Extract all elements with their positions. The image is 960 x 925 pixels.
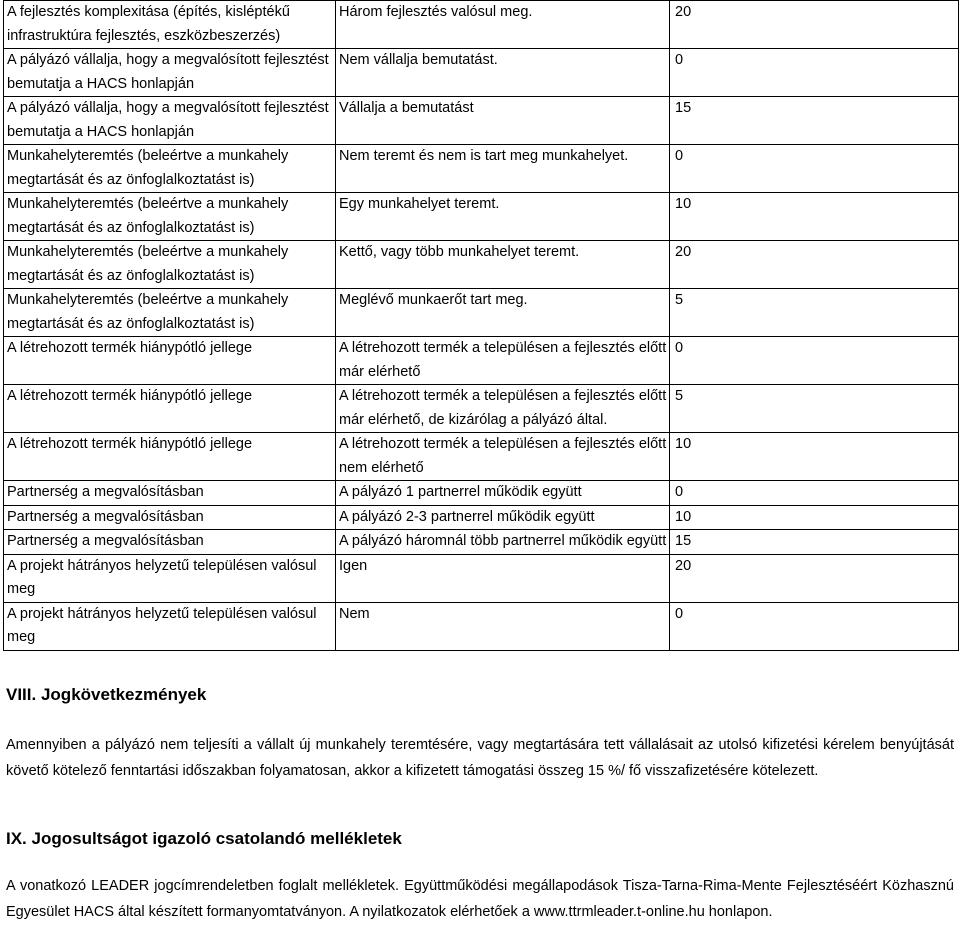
section-8-title: Jogkövetkezmények: [40, 685, 207, 704]
table-row: [4, 1, 959, 49]
criterion-cell: A fejlesztés komplexitása (építés, kisléptékű infrastruktúra fejlesztés, eszközbeszerzés): [4, 1, 336, 49]
points-cell: 0: [670, 481, 959, 506]
points-cell: 10: [670, 505, 959, 530]
table-row: [4, 433, 959, 481]
table-row: [4, 49, 959, 97]
condition-cell: A létrehozott termék a településen a fejlesztés előtt nem elérhető: [336, 433, 670, 481]
condition-cell: Kettő, vagy több munkahelyet teremt.: [336, 241, 670, 289]
criterion-cell: A pályázó vállalja, hogy a megvalósított fejlesztést bemutatja a HACS honlapján: [4, 97, 336, 145]
table-row: [4, 289, 959, 337]
table-row: [4, 241, 959, 289]
criterion-cell: Munkahelyteremtés (beleértve a munkahely megtartását és az önfoglalkoztatást is): [4, 145, 336, 193]
section-9-body: A vonatkozó LEADER jogcímrendeletben foglalt mellékletek. Együttműködési megállapodások Tisza-Tarna-Rima-Mente Fejlesztéséért Közhasznú Egyesület HACS által készített formanyomtatványon. A nyilatkozatok elérhetőek a www.ttrmleader.t-online.hu honlapon.: [6, 878, 954, 920]
points-cell: 20: [670, 1, 959, 49]
criterion-cell: Partnerség a megvalósításban: [4, 530, 336, 555]
condition-cell: Nem teremt és nem is tart meg munkahelyet.: [336, 145, 670, 193]
criterion-cell: Partnerség a megvalósításban: [4, 481, 336, 506]
criterion-cell: A projekt hátrányos helyzetű településen valósul meg: [4, 554, 336, 602]
points-cell: 0: [670, 145, 959, 193]
points-cell: 5: [670, 385, 959, 433]
points-cell: 5: [670, 289, 959, 337]
table-row: [4, 337, 959, 385]
condition-cell: A pályázó háromnál több partnerrel működik együtt: [336, 530, 670, 555]
scoring-table: [3, 0, 959, 651]
criterion-cell: A létrehozott termék hiánypótló jellege: [4, 337, 336, 385]
section-9-number: IX.: [6, 829, 27, 848]
points-cell: 0: [670, 49, 959, 97]
section-9-title: Jogosultságot igazoló csatolandó mellékletek: [31, 829, 402, 848]
condition-cell: Három fejlesztés valósul meg.: [336, 1, 670, 49]
scoring-table-body: [4, 1, 959, 651]
condition-cell: Nem vállalja bemutatást.: [336, 49, 670, 97]
table-row: [4, 505, 959, 530]
table-row: [4, 385, 959, 433]
condition-cell: A pályázó 2-3 partnerrel működik együtt: [336, 505, 670, 530]
table-row: [4, 97, 959, 145]
table-row: [4, 145, 959, 193]
table-row: [4, 481, 959, 506]
table-row: [4, 530, 959, 555]
table-row: [4, 554, 959, 602]
points-cell: 20: [670, 554, 959, 602]
criterion-cell: Munkahelyteremtés (beleértve a munkahely megtartását és az önfoglalkoztatást is): [4, 241, 336, 289]
section-9-heading: [6, 828, 402, 850]
points-cell: 10: [670, 433, 959, 481]
criterion-cell: Partnerség a megvalósításban: [4, 505, 336, 530]
criterion-cell: A létrehozott termék hiánypótló jellege: [4, 385, 336, 433]
section-8-body: Amennyiben a pályázó nem teljesíti a vállalt új munkahely teremtésére, vagy megtartására tett vállalásait az utolsó kifizetési kérelem benyújtását követő kötelező fenntartási időszakban folyamatosan, akkor a kifizetett támogatási összeg 15 %/ fő visszafizetésére kötelezett.: [6, 737, 954, 779]
criterion-cell: Munkahelyteremtés (beleértve a munkahely megtartását és az önfoglalkoztatást is): [4, 289, 336, 337]
points-cell: 0: [670, 337, 959, 385]
points-cell: 10: [670, 193, 959, 241]
section-8-number: VIII.: [6, 685, 37, 704]
points-cell: 0: [670, 602, 959, 650]
criterion-cell: A pályázó vállalja, hogy a megvalósított fejlesztést bemutatja a HACS honlapján: [4, 49, 336, 97]
condition-cell: Meglévő munkaerőt tart meg.: [336, 289, 670, 337]
criterion-cell: A létrehozott termék hiánypótló jellege: [4, 433, 336, 481]
table-row: [4, 602, 959, 650]
condition-cell: Igen: [336, 554, 670, 602]
condition-cell: Nem: [336, 602, 670, 650]
section-8-heading: [6, 684, 206, 706]
condition-cell: A létrehozott termék a településen a fejlesztés előtt már elérhető: [336, 337, 670, 385]
condition-cell: Egy munkahelyet teremt.: [336, 193, 670, 241]
criterion-cell: A projekt hátrányos helyzetű településen valósul meg: [4, 602, 336, 650]
table-row: [4, 193, 959, 241]
condition-cell: A létrehozott termék a településen a fejlesztés előtt már elérhető, de kizárólag a pályázó által.: [336, 385, 670, 433]
condition-cell: A pályázó 1 partnerrel működik együtt: [336, 481, 670, 506]
points-cell: 15: [670, 530, 959, 555]
criterion-cell: Munkahelyteremtés (beleértve a munkahely megtartását és az önfoglalkoztatást is): [4, 193, 336, 241]
points-cell: 15: [670, 97, 959, 145]
points-cell: 20: [670, 241, 959, 289]
condition-cell: Vállalja a bemutatást: [336, 97, 670, 145]
